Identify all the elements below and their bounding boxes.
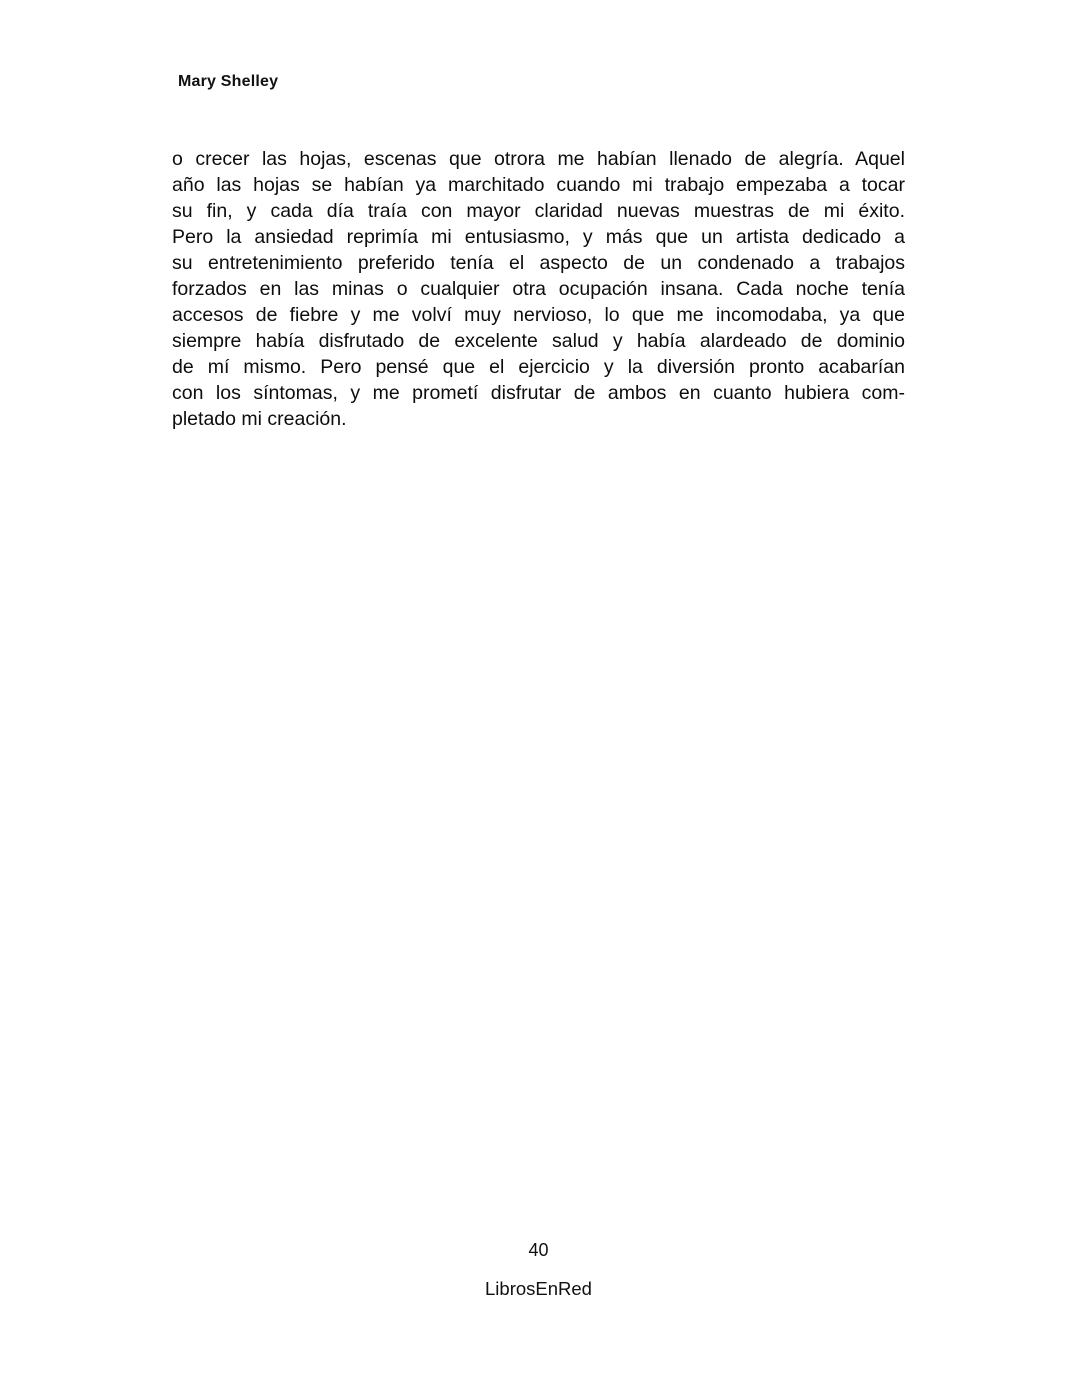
body-line: su fin, y cada día traía con mayor claridad nuevas muestras de mi éxito.	[172, 200, 905, 222]
body-line: de mí mismo. Pero pensé que el ejercicio y la diversión pronto acabarían	[172, 356, 905, 378]
body-line: año las hojas se habían ya marchitado cuando mi trabajo empezaba a tocar	[172, 174, 905, 196]
running-header-author: Mary Shelley	[178, 73, 279, 90]
body-line: forzados en las minas o cualquier otra ocupación insana. Cada noche tenía	[172, 278, 905, 300]
body-line: su entretenimiento preferido tenía el aspecto de un condenado a trabajos	[172, 252, 905, 274]
body-line: siempre había disfrutado de excelente salud y había alardeado de dominio	[172, 330, 905, 352]
body-line: o crecer las hojas, escenas que otrora me habían llenado de alegría. Aquel	[172, 148, 905, 170]
body-line: accesos de fiebre y me volví muy nervioso, lo que me incomodaba, ya que	[172, 304, 905, 326]
body-line: Pero la ansiedad reprimía mi entusiasmo, y más que un artista dedicado a	[172, 226, 905, 248]
body-line-last: pletado mi creación.	[172, 408, 347, 430]
publisher-imprint: LibrosEnRed	[485, 1278, 592, 1299]
body-paragraph	[172, 146, 905, 432]
page-number: 40	[528, 1240, 549, 1260]
body-line: con los síntomas, y me prometí disfrutar de ambos en cuanto hubiera com-	[172, 382, 905, 404]
